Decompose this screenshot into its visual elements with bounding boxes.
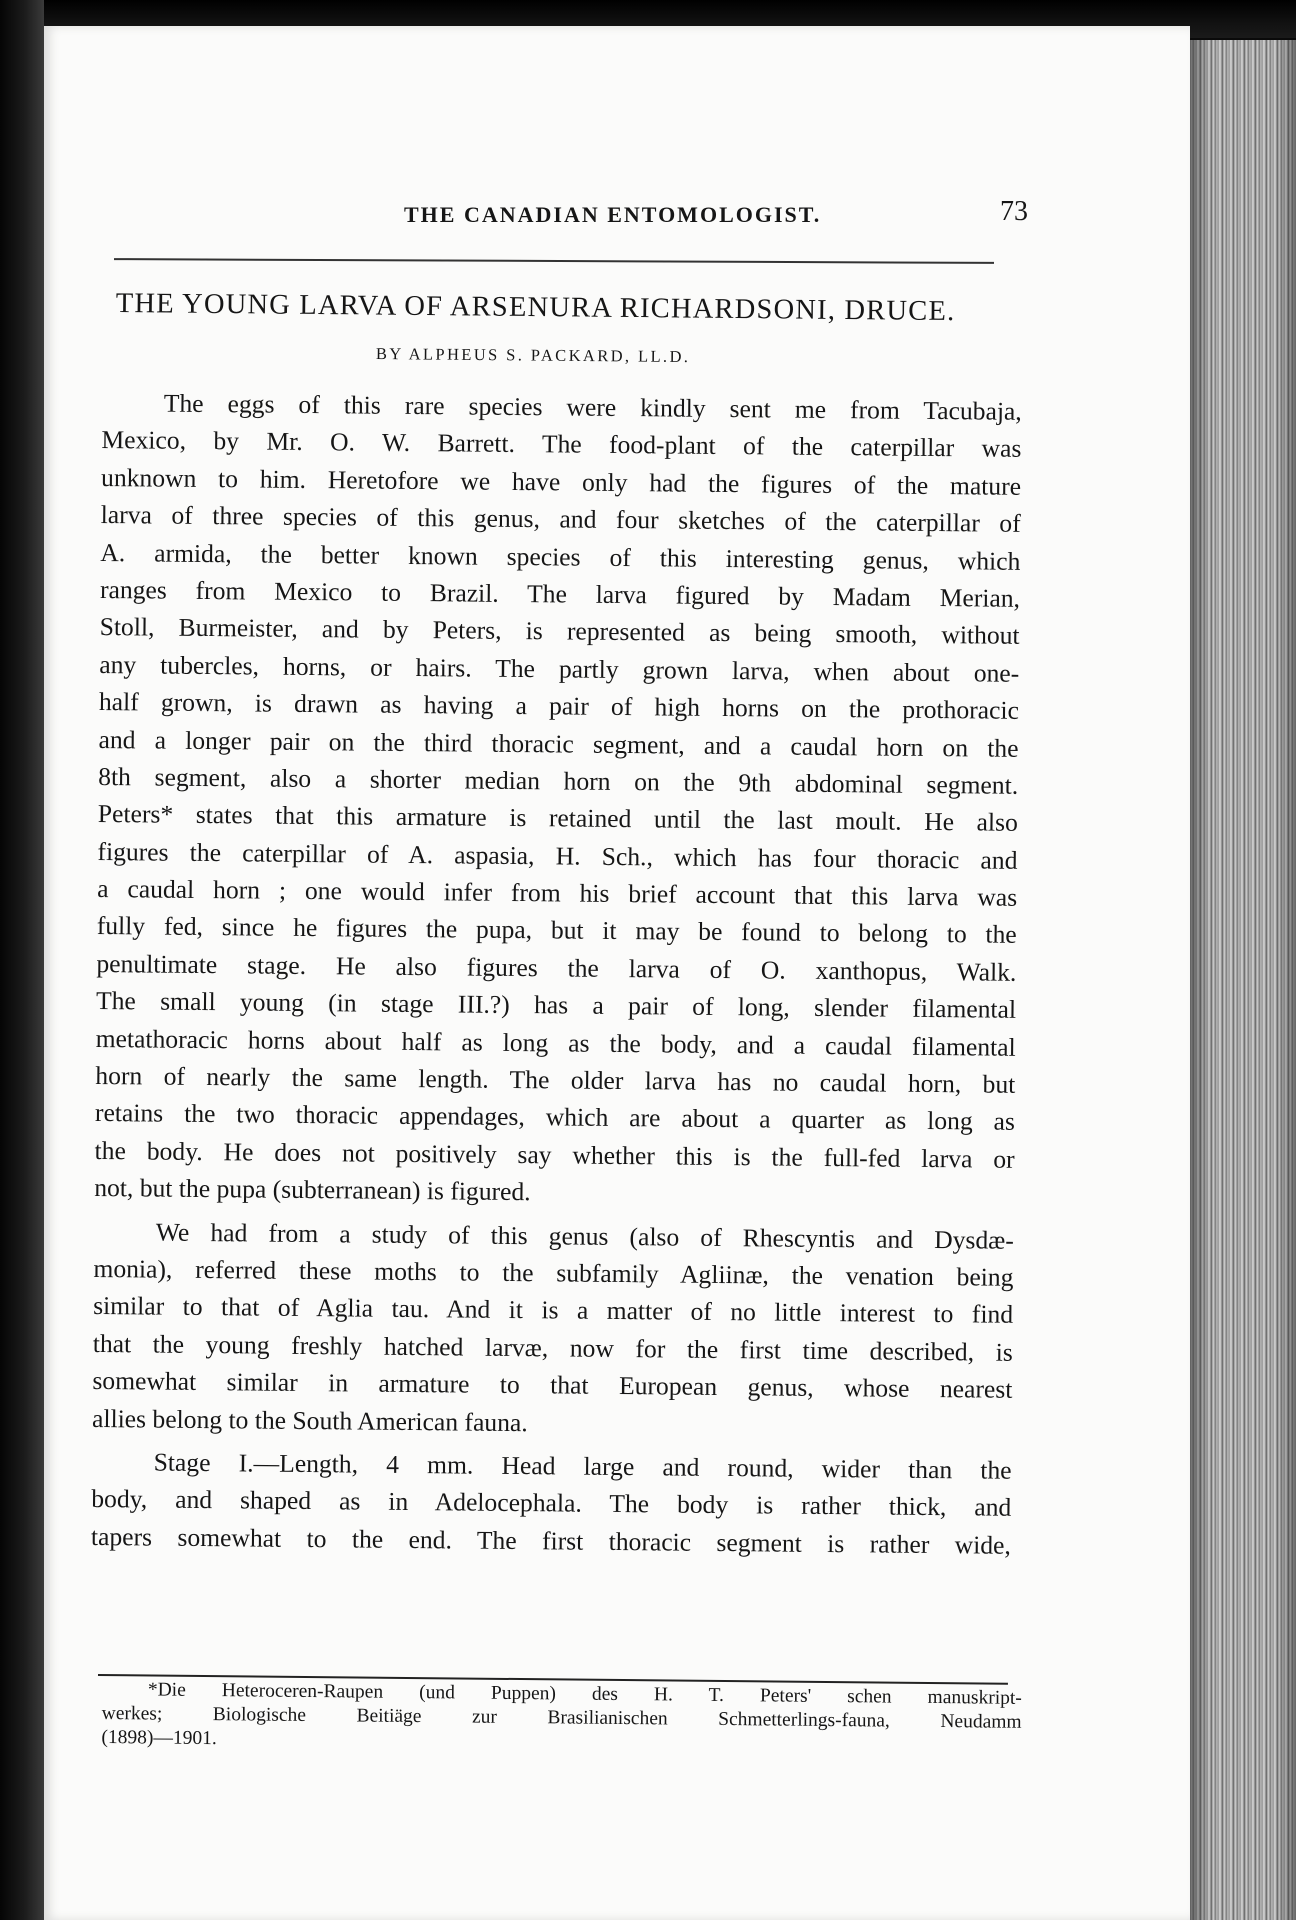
body-line: somewhat similar in armature to that European genus, whose nearest bbox=[92, 1366, 1013, 1404]
body-line: retains the two thoracic appendages, which are about a quarter as long as bbox=[94, 1098, 1016, 1137]
body-line: half grown, is drawn as having a pair of high horns on the prothoracic bbox=[98, 687, 1020, 725]
body-line: Mexico, by Mr. O. W. Barrett. The food-plant of the caterpillar was bbox=[101, 425, 1022, 464]
body-line: not, but the pupa (subterranean) is figured. bbox=[94, 1173, 531, 1207]
body-line: ranges from Mexico to Brazil. The larva figured by Madam Merian, bbox=[99, 574, 1021, 613]
body-line: fully fed, since he figures the pupa, but it may be found to belong to the bbox=[96, 911, 1017, 950]
footnote-line: *Die Heteroceren-Raupen (und Puppen) des H. T. Peters' schen manuskript- bbox=[147, 1679, 1022, 1709]
header-rule bbox=[114, 258, 994, 264]
footnote-line: werkes; Biologische Beitiäge zur Brasilianischen Schmetterlings-fauna, Neudamm bbox=[101, 1702, 1022, 1733]
body-line: penultimate stage. He also figures the larva of O. xanthopus, Walk. bbox=[96, 948, 1017, 987]
body-line: Peters* states that this armature is retained until the last moult. He also bbox=[97, 799, 1018, 838]
body-line: any tubercles, horns, or hairs. The partly grown larva, when about one- bbox=[99, 649, 1020, 688]
page-number: 73 bbox=[1000, 196, 1028, 227]
body-line: and a longer pair on the third thoracic segment, and a caudal horn on the bbox=[98, 724, 1019, 763]
page-content bbox=[44, 26, 1190, 1920]
footnote-line: (1898)—1901. bbox=[101, 1726, 217, 1750]
body-line: We had from a study of this genus (also of Rhescyntis and Dysdæ- bbox=[155, 1217, 1014, 1255]
body-line: a caudal horn ; one would infer from his brief account that this larva was bbox=[97, 874, 1018, 912]
book-spine-shadow bbox=[0, 0, 44, 1920]
body-line: Stoll, Burmeister, and by Peters, is represented as being smooth, without bbox=[99, 612, 1020, 651]
body-line: larva of three species of this genus, and four sketches of the caterpillar of bbox=[100, 500, 1021, 538]
body-line: metathoracic horns about half as long as the body, and a caudal filamental bbox=[95, 1023, 1016, 1062]
body-line: similar to that of Aglia tau. And it is a matter of no little interest to find bbox=[93, 1291, 1014, 1330]
body-line: A. armida, the better known species of this interesting genus, which bbox=[100, 537, 1021, 576]
running-head: THE CANADIAN ENTOMOLOGIST. bbox=[404, 202, 822, 227]
body-line: Stage I.—Length, 4 mm. Head large and round, wider than the bbox=[153, 1447, 1012, 1485]
footnote bbox=[101, 1678, 1022, 1759]
body-line: the body. He does not positively say whether this is the full-fed larva or bbox=[94, 1135, 1015, 1174]
body-line: 8th segment, also a shorter median horn on the 9th abdominal segment. bbox=[98, 761, 1019, 800]
body-line: figures the caterpillar of A. aspasia, H. Sch., which has four thoracic and bbox=[97, 836, 1018, 875]
byline: BY ALPHEUS S. PACKARD, LL.D. bbox=[375, 344, 691, 367]
book-page bbox=[44, 26, 1190, 1920]
article-body bbox=[91, 384, 1022, 1564]
article-title: THE YOUNG LARVA OF ARSENURA RICHARDSONI, DRUCE. bbox=[115, 288, 956, 328]
body-line: horn of nearly the same length. The older larva has no caudal horn, but bbox=[95, 1061, 1016, 1099]
body-line: monia), referred these moths to the subfamily Agliinæ, the venation being bbox=[93, 1253, 1014, 1292]
body-line: allies belong to the South American fauna. bbox=[91, 1403, 528, 1437]
page-edges bbox=[1190, 40, 1296, 1920]
body-line: unknown to him. Heretofore we have only had the figures of the mature bbox=[100, 462, 1022, 501]
body-line: tapers somewhat to the end. The first thoracic segment is rather wide, bbox=[90, 1521, 1012, 1560]
body-line: body, and shaped as in Adelocephala. The body is rather thick, and bbox=[91, 1484, 1012, 1523]
body-line: The eggs of this rare species were kindly sent me from Tacubaja, bbox=[163, 388, 1022, 426]
body-line: that the young freshly hatched larvæ, now for the first time described, is bbox=[92, 1328, 1013, 1367]
body-line: The small young (in stage III.?) has a pair of long, slender filamental bbox=[95, 986, 1017, 1025]
